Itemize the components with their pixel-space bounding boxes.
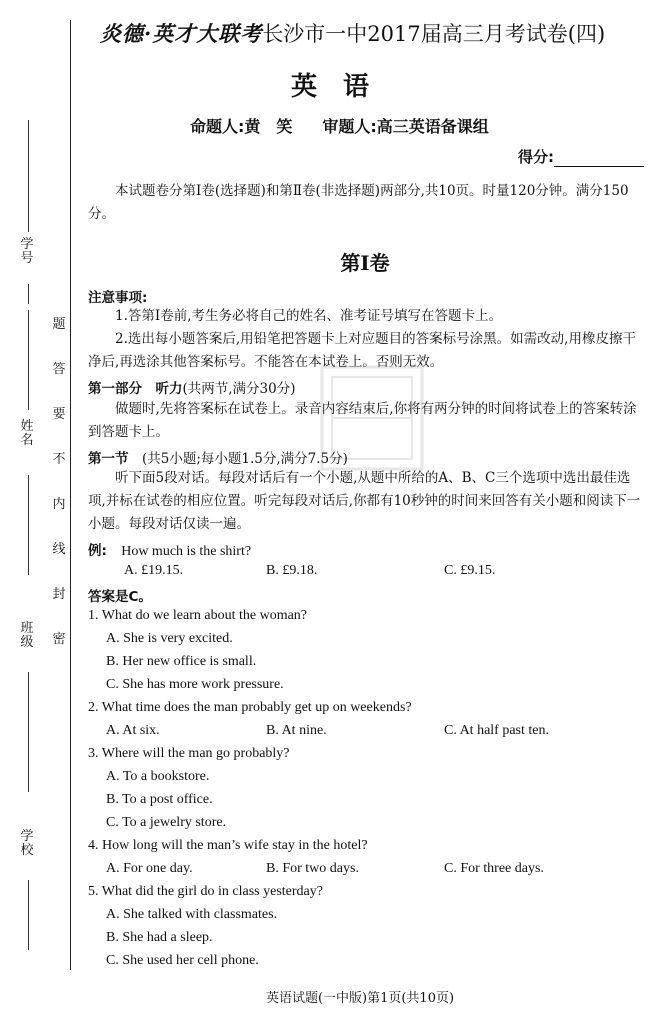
question-text: What do we learn about the woman?: [101, 608, 308, 623]
school-blank: [28, 880, 29, 950]
example-answer: 答案是C。: [88, 589, 152, 605]
question-text: What time does the man probably get up on weekends?: [101, 700, 412, 715]
question-3-option-c: C. To a jewelry store.: [106, 815, 227, 830]
section1-heading: [88, 447, 348, 467]
question-4-option-c: C. For three days.: [444, 861, 544, 876]
question-text: What did the girl do in class yesterday?: [101, 884, 323, 899]
reviewer: 审题人:高三英语备课组: [322, 117, 489, 136]
question-3-option-b: B. To a post office.: [106, 792, 213, 807]
question-4-option-a: A. For one day.: [106, 861, 193, 876]
volume-title: 第Ⅰ卷: [340, 251, 390, 275]
example-question: How much is the shirt?: [121, 544, 252, 559]
question-3: [88, 746, 290, 762]
part1-info: (共两节,满分30分): [182, 381, 296, 397]
example-line: [88, 539, 251, 560]
part1-title: 第一部分 听力: [88, 381, 183, 397]
margin-warning-char: 要: [52, 407, 66, 422]
question-5-option-c: C. She used her cell phone.: [106, 953, 259, 968]
question-number: 1.: [88, 608, 99, 623]
question-3-option-a: A. To a bookstore.: [106, 769, 210, 784]
question-number: 2.: [88, 700, 99, 715]
note-item: 2.选出每小题答案后,用铅笔把答题卡上对应题目的答案标号涂黑。如需改动,用橡皮擦干净后,再选涂其他答案标号。不能答在本试卷上。否则无效。: [88, 331, 636, 370]
question-2: [88, 700, 412, 716]
part1-instruction: 做题时,先将答案标在试卷上。录音内容结束后,你将有两分钟的时间将试卷上的答案转涂到答题卡上。: [88, 401, 637, 440]
question-5-option-b: B. She had a sleep.: [106, 930, 213, 945]
question-1-option-a: A. She is very excited.: [106, 631, 233, 646]
question-4-option-b: B. For two days.: [266, 861, 359, 876]
name-blank: [28, 310, 29, 410]
name-blank-lower: [28, 475, 29, 575]
margin-warning-char: 线: [52, 542, 66, 557]
question-2-option-a: A. At six.: [106, 723, 160, 738]
margin-warning-char: 不: [52, 452, 66, 467]
question-number: 3.: [88, 746, 99, 761]
name-label: 姓名: [20, 419, 34, 448]
question-2-option-c: C. At half past ten.: [444, 723, 549, 738]
student-id-blank: [28, 120, 29, 232]
score-field: [518, 146, 644, 167]
part1-heading: [88, 377, 296, 397]
class-blank: [28, 672, 29, 792]
student-id-label: 学号: [20, 237, 34, 266]
question-5: [88, 884, 323, 900]
intro-paragraph: 本试题卷分第Ⅰ卷(选择题)和第Ⅱ卷(非选择题)两部分,共10页。时量120分钟。满分150分。: [88, 183, 629, 222]
margin-warning-char: 密: [52, 632, 66, 647]
question-1-option-b: B. Her new office is small.: [106, 654, 257, 669]
margin-warning-char: 内: [52, 497, 66, 512]
question-4: [88, 838, 368, 854]
example-option-b: B. £9.18.: [266, 563, 318, 578]
example-label: 例:: [88, 543, 107, 559]
margin-warning-char: 题: [52, 317, 66, 332]
question-text: How long will the man’s wife stay in the hotel?: [102, 838, 368, 853]
question-number: 5.: [88, 884, 99, 899]
margin-warning-char: 封: [52, 587, 66, 602]
question-text: Where will the man go probably?: [101, 746, 290, 761]
authors-line: [190, 114, 489, 137]
class-label: 班级: [20, 621, 34, 650]
page-footer: 英语试题(一中版)第1页(共10页): [265, 991, 455, 1006]
publisher-watermark: [318, 363, 426, 473]
brand-name: 炎德·英才大联考: [100, 21, 263, 46]
note-item: 1.答第Ⅰ卷前,考生务必将自己的姓名、准考证号填写在答题卡上。: [115, 308, 503, 324]
exam-title: [100, 18, 605, 48]
section1-info: (共5小题;每小题1.5分,满分7.5分): [142, 451, 348, 467]
example-option-a: A. £19.15.: [124, 563, 184, 578]
setter: 命题人:黄 笑: [190, 117, 293, 136]
section1-title: 第一节: [88, 451, 129, 467]
question-5-option-a: A. She talked with classmates.: [106, 907, 278, 922]
score-label: 得分:: [518, 148, 554, 166]
score-blank[interactable]: [554, 152, 644, 167]
school-label: 学校: [20, 829, 34, 858]
exam-name: 长沙市一中2017届高三月考试卷(四): [262, 22, 606, 46]
binding-line: [70, 20, 71, 970]
example-option-c: C. £9.15.: [444, 563, 496, 578]
section1-instruction: 听下面5段对话。每段对话后有一个小题,从题中所给的A、B、C三个选项中选出最佳选项,并标在试卷的相应位置。听完每段对话后,你都有10秒钟的时间来回答有关小题和阅读下一小题。每段对话仅读一遍。: [88, 470, 641, 532]
question-1: [88, 608, 307, 624]
question-number: 4.: [88, 838, 99, 853]
student-id-blank-lower: [28, 284, 29, 304]
margin-warning-char: 答: [52, 362, 66, 377]
question-1-option-c: C. She has more work pressure.: [106, 677, 284, 692]
subject-title: 英语: [290, 72, 395, 102]
notes-title: 注意事项:: [88, 290, 148, 306]
question-2-option-b: B. At nine.: [266, 723, 327, 738]
